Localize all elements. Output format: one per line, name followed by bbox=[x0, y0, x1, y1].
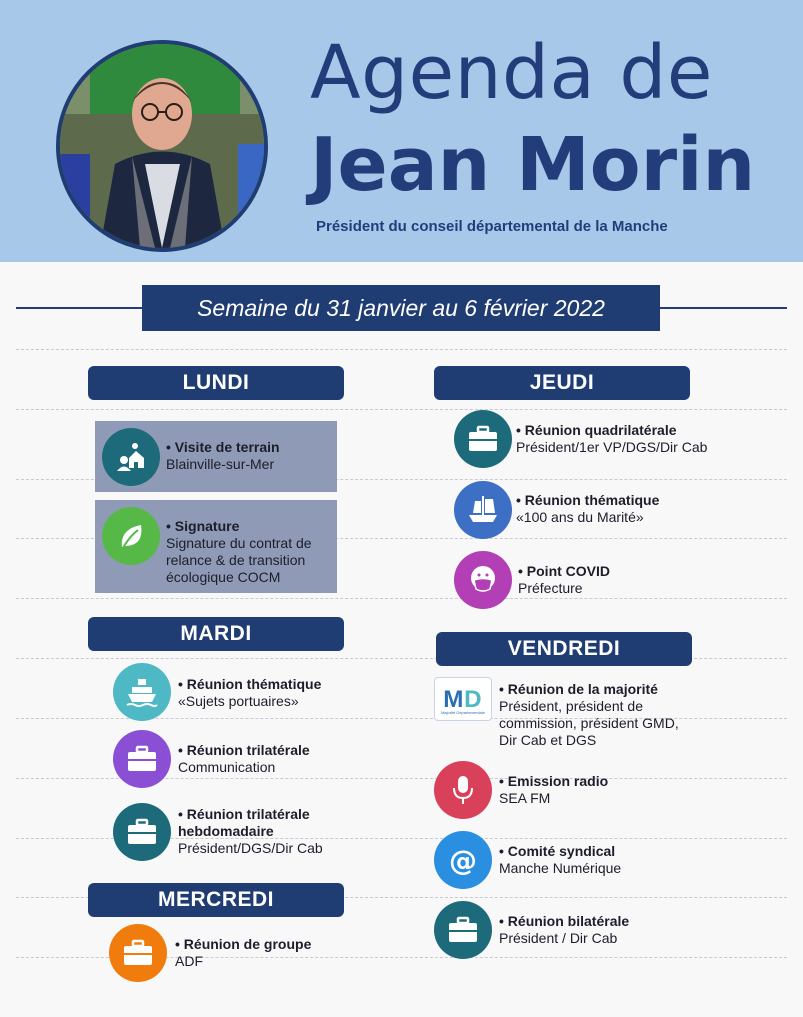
event-title: • Réunion trilatérale hebdomadaire bbox=[178, 806, 323, 840]
event-detail: ADF bbox=[175, 953, 203, 969]
event-title: • Emission radio bbox=[499, 773, 608, 790]
event-comite-syndical bbox=[499, 843, 621, 877]
event-title: • Réunion thématique bbox=[516, 492, 659, 509]
event-title: • Réunion de la majorité bbox=[499, 681, 679, 698]
dashed-divider bbox=[16, 409, 787, 410]
sailing-ship-icon bbox=[454, 481, 512, 539]
event-reunion-quadrilaterale bbox=[516, 422, 707, 456]
at-sign-icon bbox=[434, 831, 492, 889]
event-detail: Président, président de commission, président GMD, Dir Cab et DGS bbox=[499, 698, 679, 748]
event-reunion-thematique-marite bbox=[516, 492, 659, 526]
md-logo-caption: Majorité Départementale bbox=[441, 709, 485, 715]
event-title: • Signature bbox=[166, 518, 312, 535]
event-visite-terrain bbox=[166, 439, 280, 473]
header-banner bbox=[0, 0, 803, 262]
event-detail: SEA FM bbox=[499, 790, 551, 806]
subtitle: Président du conseil départemental de la Manche bbox=[316, 218, 668, 235]
day-header-mercredi: MERCREDI bbox=[88, 883, 344, 917]
event-reunion-de-groupe bbox=[175, 936, 311, 970]
day-header-jeudi: JEUDI bbox=[434, 366, 690, 400]
leaf-icon bbox=[102, 507, 160, 565]
briefcase-icon bbox=[434, 901, 492, 959]
briefcase-icon bbox=[113, 803, 171, 861]
portrait-photo bbox=[56, 40, 268, 252]
event-detail: Manche Numérique bbox=[499, 860, 622, 876]
briefcase-icon bbox=[109, 924, 167, 982]
md-logo-icon bbox=[434, 677, 492, 721]
event-detail: Président/DGS/Dir Cab bbox=[178, 840, 323, 856]
event-detail: «Sujets portuaires» bbox=[178, 693, 299, 709]
briefcase-icon bbox=[113, 730, 171, 788]
event-title: • Réunion trilatérale bbox=[178, 742, 310, 759]
event-reunion-trilaterale-communication bbox=[178, 742, 310, 776]
microphone-icon bbox=[434, 761, 492, 819]
event-signature bbox=[166, 518, 312, 586]
svg-text:M: M bbox=[443, 685, 464, 710]
svg-text:@: @ bbox=[449, 844, 477, 877]
event-title: • Réunion thématique bbox=[178, 676, 321, 693]
event-detail: Président / Dir Cab bbox=[499, 930, 618, 946]
event-title: • Visite de terrain bbox=[166, 439, 280, 456]
svg-text:D: D bbox=[464, 685, 482, 710]
event-detail: Blainville-sur-Mer bbox=[166, 456, 275, 472]
event-reunion-thematique-portuaires bbox=[178, 676, 321, 710]
event-detail: Préfecture bbox=[518, 580, 583, 596]
event-point-covid bbox=[518, 563, 610, 597]
day-header-mardi: MARDI bbox=[88, 617, 344, 651]
portrait-illustration bbox=[60, 44, 264, 248]
event-title: • Point COVID bbox=[518, 563, 610, 580]
event-reunion-de-la-majorite bbox=[499, 681, 679, 749]
event-title: • Réunion de groupe bbox=[175, 936, 311, 953]
event-emission-radio bbox=[499, 773, 608, 807]
mask-face-icon bbox=[454, 551, 512, 609]
event-detail: Président/1er VP/DGS/Dir Cab bbox=[516, 439, 708, 455]
event-reunion-trilaterale-hebdomadaire bbox=[178, 806, 323, 857]
event-title: • Comité syndical bbox=[499, 843, 621, 860]
event-detail: Communication bbox=[178, 759, 276, 775]
field-visit-icon bbox=[102, 428, 160, 486]
day-header-vendredi: VENDREDI bbox=[436, 632, 692, 666]
title-line-1: Agenda de bbox=[310, 30, 713, 116]
week-banner: Semaine du 31 janvier au 6 février 2022 bbox=[142, 285, 660, 331]
ship-icon bbox=[113, 663, 171, 721]
briefcase-icon bbox=[454, 410, 512, 468]
dashed-divider bbox=[16, 598, 787, 599]
event-title: • Réunion bilatérale bbox=[499, 913, 629, 930]
event-detail: Signature du contrat de relance & de transition écologique COCM bbox=[166, 535, 312, 585]
dashed-divider bbox=[16, 349, 787, 350]
event-detail: «100 ans du Marité» bbox=[516, 509, 644, 525]
event-title: • Réunion quadrilatérale bbox=[516, 422, 707, 439]
title-line-2: Jean Morin bbox=[310, 122, 756, 208]
event-reunion-bilaterale bbox=[499, 913, 629, 947]
day-header-lundi: LUNDI bbox=[88, 366, 344, 400]
